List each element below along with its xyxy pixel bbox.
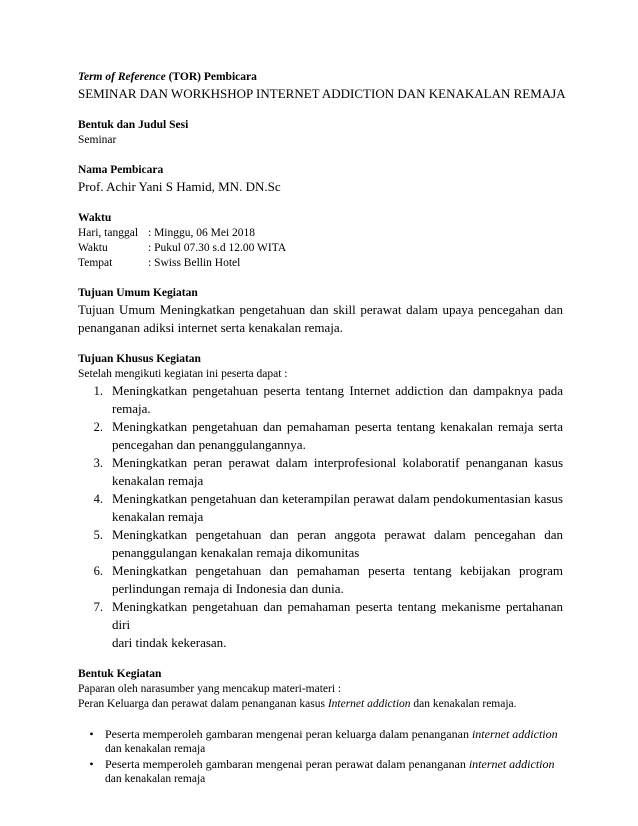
list-item bbox=[78, 382, 563, 418]
list-item bbox=[78, 757, 563, 787]
waktu-row-value: : Swiss Bellin Hotel bbox=[148, 257, 241, 269]
bullet-line2: dan kenakalan remaja bbox=[105, 773, 206, 785]
bullet-icon: • bbox=[89, 757, 94, 771]
waktu-row bbox=[78, 256, 563, 271]
list-item bbox=[78, 727, 563, 757]
item-line2: kenakalan remaja bbox=[112, 509, 204, 524]
item-number: 4. bbox=[93, 492, 103, 506]
bullet-line2: dan kenakalan remaja bbox=[105, 743, 206, 755]
item-line1: Meningkatkan pengetahuan dan peran anggota perawat dalam pencegahan dan bbox=[112, 527, 563, 542]
item-line1: Meningkatkan pengetahuan peserta tentang Internet addiction dan dampaknya pada bbox=[112, 383, 563, 398]
tujuan-umum-heading: Tujuan Umum Kegiatan bbox=[78, 287, 198, 299]
pembicara-value: Prof. Achir Yani S Hamid, MN. DN.Sc bbox=[78, 179, 281, 194]
item-line2: remaja. bbox=[112, 401, 151, 416]
bullet-italic: internet addiction bbox=[471, 727, 558, 741]
tujuan-umum-line2: penanganan adiksi internet serta kenakalan remaja. bbox=[78, 320, 343, 335]
tujuan-khusus-intro: Setelah mengikuti kegiatan ini peserta dapat : bbox=[78, 368, 288, 380]
waktu-row bbox=[78, 226, 563, 241]
item-line1: Meningkatkan peran perawat dalam interprofesional kolaboratif penanganan kasus bbox=[112, 455, 563, 470]
item-line1: Meningkatkan pengetahuan dan keterampilan perawat dalam pendokumentasian kasus bbox=[112, 491, 563, 506]
waktu-row-label: Hari, tanggal bbox=[78, 227, 139, 239]
bullet-icon: • bbox=[89, 727, 94, 741]
list-item bbox=[78, 598, 563, 652]
bentuk-topic-italic: Internet addiction bbox=[327, 698, 411, 710]
term-rest: (TOR) Pembicara bbox=[165, 71, 257, 83]
doc-title: SEMINAR DAN WORKHSHOP INTERNET ADDICTION DAN KENAKALAN REMAJA bbox=[78, 86, 566, 101]
list-item bbox=[78, 562, 563, 598]
item-line2: penanggulangan kenakalan remaja dikomunitas bbox=[112, 545, 360, 560]
waktu-row bbox=[78, 241, 563, 256]
item-line1: Meningkatkan pengetahuan dan pemahaman peserta tentang kebijakan program bbox=[112, 563, 563, 578]
waktu-row-label: Waktu bbox=[78, 242, 108, 254]
item-line2: kenakalan remaja bbox=[112, 473, 204, 488]
sesi-value: Seminar bbox=[78, 134, 117, 146]
waktu-row-value: : Minggu, 06 Mei 2018 bbox=[148, 227, 256, 239]
waktu-row-value: : Pukul 07.30 s.d 12.00 WITA bbox=[148, 242, 287, 254]
bullet-italic: internet addiction bbox=[468, 757, 555, 771]
bentuk-intro: Paparan oleh narasumber yang mencakup materi-materi : bbox=[78, 683, 342, 695]
item-line1: Meningkatkan pengetahuan dan pemahaman peserta tentang mekanisme pertahanan diri bbox=[112, 599, 563, 632]
waktu-heading: Waktu bbox=[78, 212, 112, 224]
tujuan-khusus-heading: Tujuan Khusus Kegiatan bbox=[78, 353, 201, 365]
document-body bbox=[78, 70, 566, 787]
bullet-text: Peserta memperoleh gambaran mengenai peran perawat dalam penanganan bbox=[105, 757, 469, 771]
doc-term-line bbox=[78, 70, 563, 85]
item-number: 1. bbox=[93, 384, 103, 398]
bentuk-heading: Bentuk Kegiatan bbox=[78, 668, 162, 680]
item-number: 6. bbox=[93, 564, 103, 578]
tujuan-umum-line1: Tujuan Umum Meningkatkan pengetahuan dan skill perawat dalam upaya pencegahan dan bbox=[78, 302, 563, 317]
list-item bbox=[78, 454, 563, 490]
term-italic: Term of Reference bbox=[78, 71, 166, 83]
list-item bbox=[78, 490, 563, 526]
bullet-text: Peserta memperoleh gambaran mengenai peran keluarga dalam penanganan bbox=[105, 727, 472, 741]
item-number: 2. bbox=[93, 420, 103, 434]
item-number: 5. bbox=[93, 528, 103, 542]
bentuk-topic-b: dan kenakalan remaja. bbox=[410, 698, 517, 710]
item-number: 3. bbox=[93, 456, 103, 470]
list-item bbox=[78, 526, 563, 562]
item-line2: dari tindak kekerasan. bbox=[112, 635, 227, 650]
item-line2: pencegahan dan penanggulangannya. bbox=[112, 437, 306, 452]
bentuk-bullets bbox=[78, 727, 563, 787]
item-line1: Meningkatkan pengetahuan dan pemahaman peserta tentang kenakalan remaja serta bbox=[112, 419, 563, 434]
item-number: 7. bbox=[93, 600, 103, 614]
pembicara-heading: Nama Pembicara bbox=[78, 164, 164, 176]
item-line2: perlindungan remaja di Indonesia dan dunia. bbox=[112, 581, 344, 596]
bentuk-topic-a: Peran Keluarga dan perawat dalam penanganan kasus bbox=[78, 698, 328, 710]
bentuk-topic bbox=[78, 697, 563, 712]
list-item bbox=[78, 418, 563, 454]
sesi-heading: Bentuk dan Judul Sesi bbox=[78, 119, 189, 131]
tujuan-khusus-list bbox=[78, 382, 563, 652]
waktu-row-label: Tempat bbox=[78, 257, 113, 269]
